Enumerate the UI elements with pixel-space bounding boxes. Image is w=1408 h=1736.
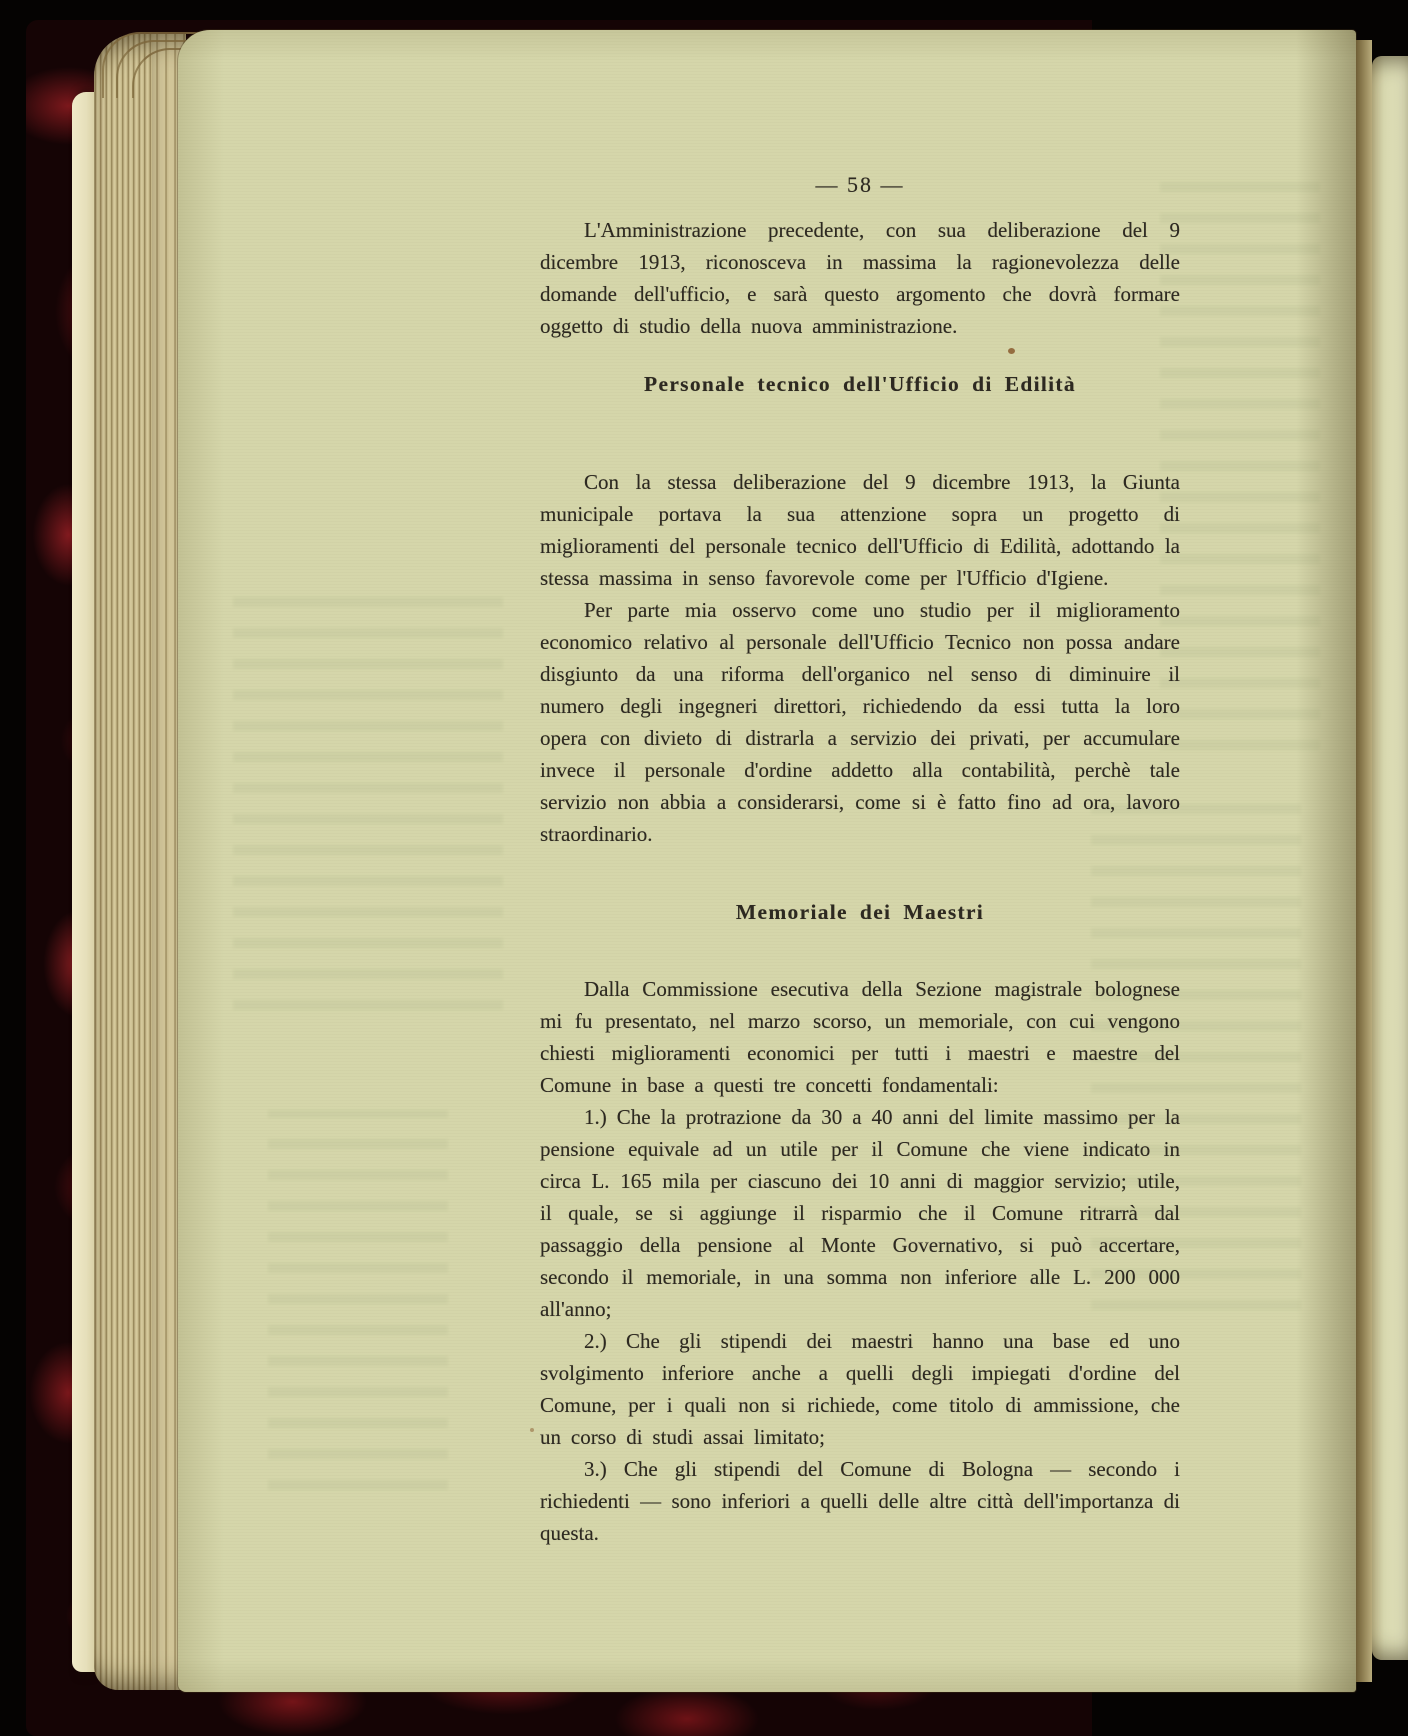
numbered-item-2: 2.) Che gli stipendi dei maestri hanno una base ed uno svolgimento inferiore anche a quelli degli impiegati d'ordine del Comune, per i quali non si richiede, come titolo di ammissione, che un corso di studi assai limitato;	[540, 1329, 1180, 1449]
intro-paragraph: L'Amministrazione precedente, con sua deliberazione del 9 dicembre 1913, riconosceva in massima la ragionevolezza delle domande dell'ufficio, e sarà questo argomento che dovrà formare oggetto di studio della nuova amministrazione.	[540, 218, 1180, 338]
section-heading-memoriale: Memoriale dei Maestri	[735, 900, 985, 924]
page-number: — 58 —	[815, 172, 905, 197]
paper-speck	[530, 1428, 534, 1432]
paragraph-edilita-1: Con la stessa deliberazione del 9 dicembre 1913, la Giunta municipale portava la sua attenzione sopra un progetto di miglioramenti del personale tecnico dell'Ufficio di Edilità, adottando la stessa massima in senso favorevole come per l'Ufficio d'Igiene.	[540, 470, 1180, 590]
next-page-edge	[1372, 56, 1408, 1660]
printed-text-column	[540, 169, 1180, 1549]
book-page	[178, 30, 1356, 1692]
paragraph-memoriale-intro: Dalla Commissione esecutiva della Sezione magistrale bolognese mi fu presentato, nel marzo scorso, un memoriale, con cui vengono chiesti miglioramenti economici per tutti i maestri e maestre del Comune in base a questi tre concetti fondamentali:	[540, 977, 1180, 1097]
numbered-item-3: 3.) Che gli stipendi del Comune di Bologna — secondo i richiedenti — sono inferiori a quelli delle altre città dell'importanza di questa.	[540, 1457, 1180, 1545]
show-through-ghosting	[1160, 170, 1320, 750]
page-gutter-crease	[1356, 40, 1372, 1682]
show-through-ghosting	[233, 580, 503, 1010]
show-through-ghosting	[268, 1110, 448, 1490]
section-heading-edilita: Personale tecnico dell'Ufficio di Edilità	[644, 372, 1076, 396]
numbered-item-1: 1.) Che la protrazione da 30 a 40 anni del limite massimo per la pensione equivale ad un utile per il Comune che viene indicato in circa L. 165 mila per ciascuno dei 10 anni di maggior servizio; utile, il quale, se si aggiunge il risparmio che il Comune ritrarrà dal passaggio della pensione al Monte Governativo, si può accertare, secondo il memoriale, in una somma non inferiore alle L. 200 000 all'anno;	[540, 1105, 1180, 1321]
paragraph-edilita-2: Per parte mia osservo come uno studio per il miglioramento economico relativo al personale dell'Ufficio Tecnico non possa andare disgiunto da una riforma dell'organico nel senso di diminuire il numero degli ingegneri direttori, richiedendo da essi tutta la loro opera con divieto di distrarla a servizio dei privati, per accumulare invece il personale d'ordine addetto alla contabilità, perchè tale servizio non abbia a considerarsi, come si è fatto fino ad ora, lavoro straordinario.	[540, 598, 1180, 846]
